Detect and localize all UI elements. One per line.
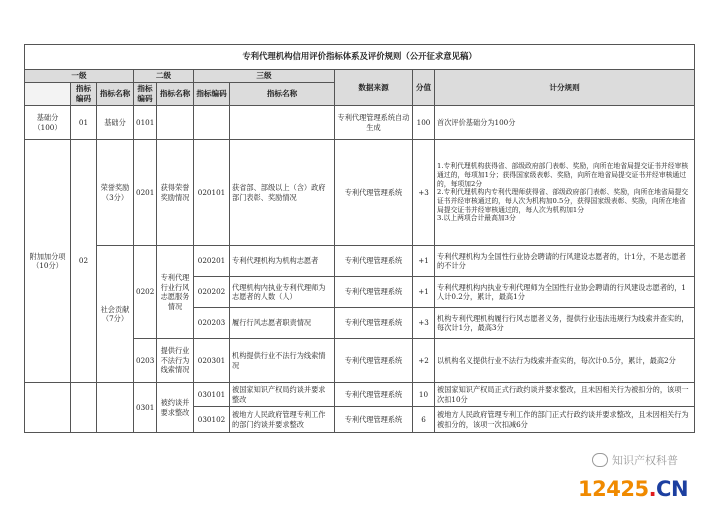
- header-level2: 二级: [134, 70, 194, 83]
- cell-020101-score: +3: [413, 140, 435, 246]
- cell-030102-code: 030102: [194, 407, 230, 433]
- header-l3-code: 指标编码: [194, 83, 230, 106]
- header-level3: 三级: [194, 70, 335, 83]
- cell-020203-score: +3: [413, 308, 435, 339]
- cell-base-score: 100: [413, 106, 435, 140]
- header-score: 分值: [413, 70, 435, 106]
- cell-0301-l3code: 0301: [134, 383, 157, 433]
- cell-03-l1: [25, 383, 71, 433]
- evaluation-table: [24, 44, 695, 433]
- cell-base-rule: 首次评价基础分为100分: [435, 106, 695, 140]
- cell-030101-code: 030101: [194, 383, 230, 407]
- cell-03-l2code: [71, 383, 97, 433]
- header-l1-code: 指标编码: [71, 83, 97, 106]
- cell-020101-l3name: 获得荣誉奖励情况: [157, 140, 194, 246]
- cell-0203-l3code: 0203: [134, 339, 157, 383]
- cell-020203-code: 020203: [194, 308, 230, 339]
- cell-020201-source: 专利代理管理系统: [335, 246, 413, 277]
- cell-base-source: 专利代理管理系统自动生成: [335, 106, 413, 140]
- cell-020203-rule: 机构专利代理机构履行行风志愿者义务，提供行业违法违规行为线索并查实的，每次计1分，最高3分: [435, 308, 695, 339]
- cell-020301-score: +2: [413, 339, 435, 383]
- cell-030101-source: 专利代理管理系统: [335, 383, 413, 407]
- cell-extra-l2code: 02: [71, 140, 97, 383]
- table-row-base: [25, 106, 695, 140]
- cell-030101-rule: 被国家知识产权局正式行政约谈并要求整改，且未因相关行为被扣分的，该项一次扣10分: [435, 383, 695, 407]
- cell-base-l2code: 01: [71, 106, 97, 140]
- cell-020101-source: 专利代理管理系统: [335, 140, 413, 246]
- header-level1: 一级: [25, 70, 134, 83]
- cell-base-name: [230, 106, 335, 140]
- cell-0202-l3code: 0202: [134, 246, 157, 339]
- header-l2-code: 指标编码: [134, 83, 157, 106]
- cell-020101-code: 020101: [194, 140, 230, 246]
- cell-020101-l3code: 0201: [134, 140, 157, 246]
- cell-020201-name: 专利代理机构为机构志愿者: [230, 246, 335, 277]
- cell-base-l3code: 0101: [134, 106, 157, 140]
- cell-020301-name: 机构提供行业不法行为线索情况: [230, 339, 335, 383]
- cell-base-l2name: 基础分: [97, 106, 134, 140]
- cell-base-l3name: [157, 106, 194, 140]
- cell-0202-l3name: 专利代理行业行风志愿服务情况: [157, 246, 194, 339]
- cell-020202-rule: 专利代理机构内执业专利代理师为全国性行业协会聘请的行风建设志愿者的，1人计0.2分，累计，最高1分: [435, 277, 695, 308]
- table-row-020201: [25, 246, 695, 277]
- cell-020202-code: 020202: [194, 277, 230, 308]
- cell-020301-code: 020301: [194, 339, 230, 383]
- cell-020201-rule: 专利代理机构为全国性行业协会聘请的行风建设志愿者的，计1分，不是志愿者的不计分: [435, 246, 695, 277]
- table-title: 专利代理机构信用评价指标体系及评价规则（公开征求意见稿）: [25, 45, 695, 70]
- cell-extra-l1: 附加加分项（10分）: [25, 140, 71, 383]
- header-rule: 计分规则: [435, 70, 695, 106]
- header-row-groups: [25, 70, 695, 83]
- cell-020203-name: 履行行风志愿者职责情况: [230, 308, 335, 339]
- watermark: [592, 452, 704, 468]
- cell-020203-source: 专利代理管理系统: [335, 308, 413, 339]
- cell-020202-name: 代理机构内执业专利代理师为志愿者的人数（人）: [230, 277, 335, 308]
- header-l1-blank: [25, 83, 71, 106]
- cell-030101-name: 被国家知识产权局约谈并要求整改: [230, 383, 335, 407]
- cell-base-code: [194, 106, 230, 140]
- cell-030102-rule: 被地方人民政府管理专利工作的部门正式行政约谈并要求整改，且未因相关行为被扣分的，该项一次扣减6分: [435, 407, 695, 433]
- logo-number: 12425: [578, 477, 649, 501]
- logo-dot: .: [648, 477, 657, 501]
- cell-020202-source: 专利代理管理系统: [335, 277, 413, 308]
- header-l2-name: 指标名称: [157, 83, 194, 106]
- cell-030101-score: 10: [413, 383, 435, 407]
- header-l3-name: 指标名称: [230, 83, 335, 106]
- watermark-text: 知识产权科普: [612, 454, 678, 467]
- cell-contribution-name: 社会贡献（7分）: [97, 246, 134, 383]
- cell-030102-source: 专利代理管理系统: [335, 407, 413, 433]
- cell-020202-score: +1: [413, 277, 435, 308]
- cell-0301-l3name: 被约谈并要求整改: [157, 383, 194, 433]
- logo-tld: CN: [656, 477, 689, 501]
- cell-base-l1: 基础分（100）: [25, 106, 71, 140]
- cell-03-l2name: [97, 383, 134, 433]
- table-row-030101: [25, 383, 695, 407]
- cell-0203-l3name: 提供行业不法行为线索情况: [157, 339, 194, 383]
- cell-020301-source: 专利代理管理系统: [335, 339, 413, 383]
- chat-bubble-icon: [592, 453, 608, 467]
- cell-020201-code: 020201: [194, 246, 230, 277]
- cell-020101-name: 获省部、部级以上（含）政府部门表彰、奖励情况: [230, 140, 335, 246]
- cell-020101-rule: 1.专利代理机构获得省、部级政府部门表彰、奖励，向所在地省局提交证书并经审核通过的，每项加1分；获得国家级表彰、奖励，向所在地省局提交证书并经审核通过的，每项加2分 2.专利代理机构内专利代理师获得省、部级政府部门表彰、奖励，向所在地省局提交证书并经审核通过的，每人次为机构加0.5分，获得国家级表彰、奖励，向所在地省局提交证书并经审核通过的，每人次为机构加1分 3.以上两项合计最高加3分: [435, 140, 695, 246]
- site-logo: [578, 476, 706, 502]
- cell-020201-score: +1: [413, 246, 435, 277]
- cell-030102-name: 被地方人民政府管理专利工作的部门约谈并要求整改: [230, 407, 335, 433]
- cell-020301-rule: 以机构名义提供行业不法行为线索并查实的，每次计0.5分，累计，最高2分: [435, 339, 695, 383]
- table-row-020101: [25, 140, 695, 246]
- header-source: 数据来源: [335, 70, 413, 106]
- header-l1-name: 指标名称: [97, 83, 134, 106]
- cell-030102-score: 6: [413, 407, 435, 433]
- cell-honor-name: 荣誉奖励（3分）: [97, 140, 134, 246]
